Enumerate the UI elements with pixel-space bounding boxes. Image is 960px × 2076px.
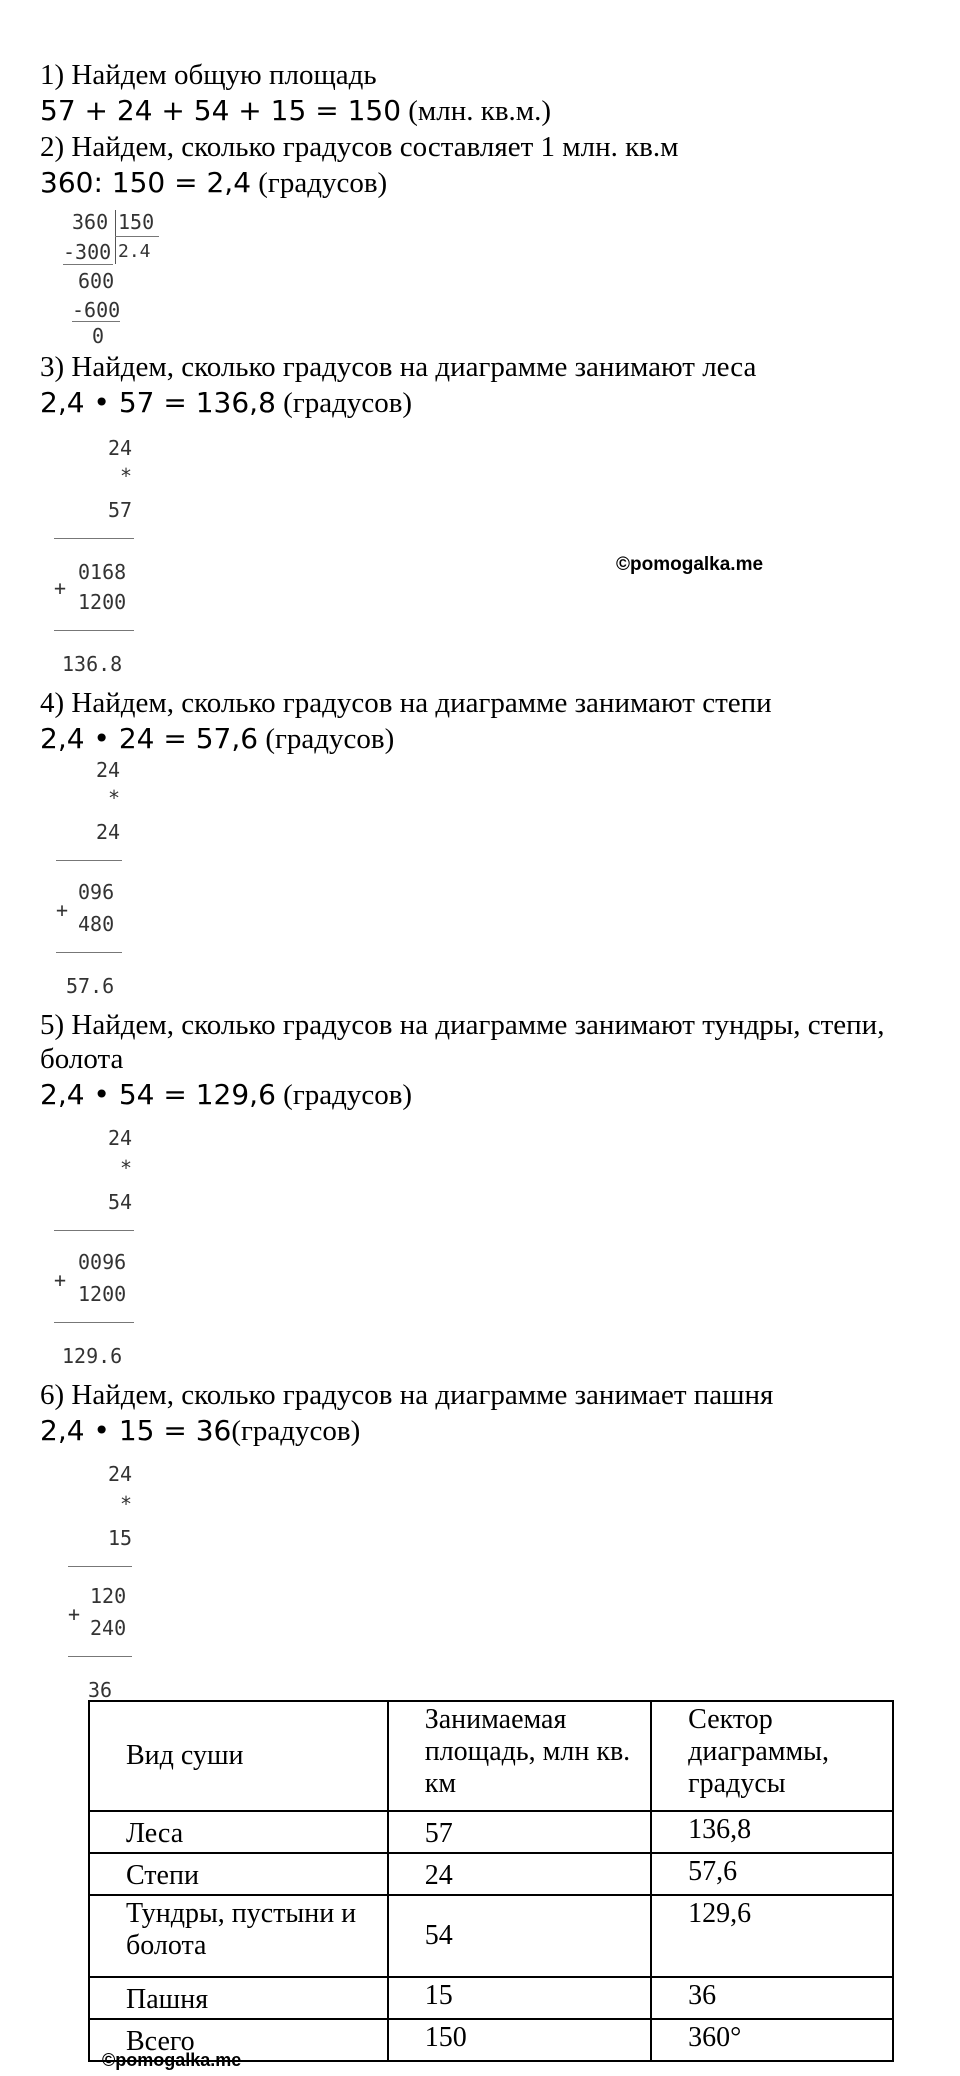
table-cell-area: 150 [388,2019,651,2061]
step6-rule1 [68,1566,132,1567]
step4-mult-a: 24 [96,758,121,782]
table-cell-degrees: 136,8 [651,1811,893,1853]
step5-expr: 2,4 • 54 = 129,6 [40,1078,276,1111]
step3-mult-b: 57 [108,498,133,522]
step3-partial1: 0168 [78,560,127,584]
table-cell-area: 54 [388,1895,651,1977]
step5-heading-line2: болота [40,1043,124,1075]
step6-result: 36 [88,1678,113,1702]
step1-expr: 57 + 24 + 54 + 15 = 150 [40,94,402,127]
step6-heading: 6) Найдем, сколько градусов на диаграмме занимает пашня [40,1379,774,1411]
step6-unit: (градусов) [231,1415,361,1447]
division-subtract2: -600 [72,298,121,322]
step3-unit: (градусов) [275,387,413,419]
step4-rule1 [56,860,122,861]
step5-partial2: 1200 [78,1282,127,1306]
step5-rule2 [54,1322,134,1323]
step6-partial2: 240 [90,1616,127,1640]
watermark-bottom: ©pomogalka.me [102,2050,242,2070]
step4-expr: 2,4 • 24 = 57,6 [40,722,259,755]
step6-rule2 [68,1656,132,1657]
step2-unit: (градусов) [251,167,388,199]
land-table [88,1700,894,2062]
division-remainder2: 0 [92,324,105,348]
step4-heading: 4) Найдем, сколько градусов на диаграмме занимают степи [40,687,772,719]
step6-expr: 2,4 • 15 = 36 [40,1414,232,1447]
step3-plus: + [54,576,67,600]
step6-equation [40,1414,360,1448]
table-cell-degrees: 129,6 [651,1895,893,1977]
division-remainder1: 600 [78,269,115,293]
step6-partial1: 120 [90,1584,127,1608]
step4-mult-b: 24 [96,820,121,844]
table-cell-land-type: Тундры, пустыни и болота [89,1895,388,1977]
table-row [89,1853,893,1895]
step4-unit: (градусов) [258,723,395,755]
step2-equation [40,166,387,200]
step1-unit: (млн. кв.м.) [401,95,552,127]
step5-partial1: 0096 [78,1250,127,1274]
step5-mult-a: 24 [108,1126,133,1150]
step3-equation [40,386,412,420]
step5-plus: + [54,1268,67,1292]
table-cell-land-type: Леса [89,1811,388,1853]
step4-mult-op: * [108,786,121,810]
table-cell-degrees: 57,6 [651,1853,893,1895]
table-header-cell: Сектор диаграммы, градусы [651,1701,893,1811]
step5-mult-op: * [120,1156,133,1180]
step3-mult-a: 24 [108,436,133,460]
step6-mult-b: 15 [108,1526,133,1550]
table-header-row [89,1701,893,1811]
division-vertical-bar [115,210,116,264]
table-header-cell: Вид суши [89,1701,388,1811]
table-cell-land-type: Всего [89,2019,388,2061]
step3-mult-op: * [120,464,133,488]
step1-equation [40,94,551,128]
table-row [89,1811,893,1853]
table-cell-land-type: Пашня [89,1977,388,2019]
step5-rule1 [54,1230,134,1231]
division-rule1 [63,264,113,265]
step4-equation [40,722,394,756]
step4-rule2 [56,952,122,953]
step5-mult-b: 54 [108,1190,133,1214]
division-quotient-bar [115,236,159,237]
step2-heading: 2) Найдем, сколько градусов составляет 1 млн. кв.м [40,131,679,163]
step4-result: 57.6 [66,974,115,998]
step3-expr: 2,4 • 57 = 136,8 [40,386,276,419]
watermark: ©pomogalka.me [616,554,764,575]
step4-partial1: 096 [78,880,115,904]
step6-mult-op: * [120,1492,133,1516]
table-cell-area: 57 [388,1811,651,1853]
step4-partial2: 480 [78,912,115,936]
table-row [89,1895,893,1977]
division-subtract1: -300 [63,240,112,264]
step3-rule1 [54,538,134,539]
step6-mult-a: 24 [108,1462,133,1486]
table-cell-degrees: 36 [651,1977,893,2019]
table-cell-land-type: Степи [89,1853,388,1895]
division-quotient: 2.4 [118,241,151,262]
division-rule2 [72,321,120,322]
table-cell-area: 15 [388,1977,651,2019]
division-dividend: 360 [72,210,109,234]
step2-expr: 360: 150 = 2,4 [40,166,252,199]
step5-unit: (градусов) [275,1079,413,1111]
table-cell-area: 24 [388,1853,651,1895]
step3-result: 136.8 [62,652,123,676]
step3-heading: 3) Найдем, сколько градусов на диаграмме занимают леса [40,351,757,383]
table-cell-degrees: 360° [651,2019,893,2061]
step5-heading-line1: 5) Найдем, сколько градусов на диаграмме занимают тундры, степи, [40,1009,885,1041]
step3-rule2 [54,630,134,631]
step1-heading: 1) Найдем общую площадь [40,59,377,91]
step5-result: 129.6 [62,1344,123,1368]
step4-plus: + [56,898,69,922]
table-row [89,1977,893,2019]
division-divisor: 150 [118,210,155,234]
step3-partial2: 1200 [78,590,127,614]
step6-plus: + [68,1602,81,1626]
table-header-cell: Занимаемая площадь, млн кв. км [388,1701,651,1811]
step5-equation [40,1078,412,1112]
